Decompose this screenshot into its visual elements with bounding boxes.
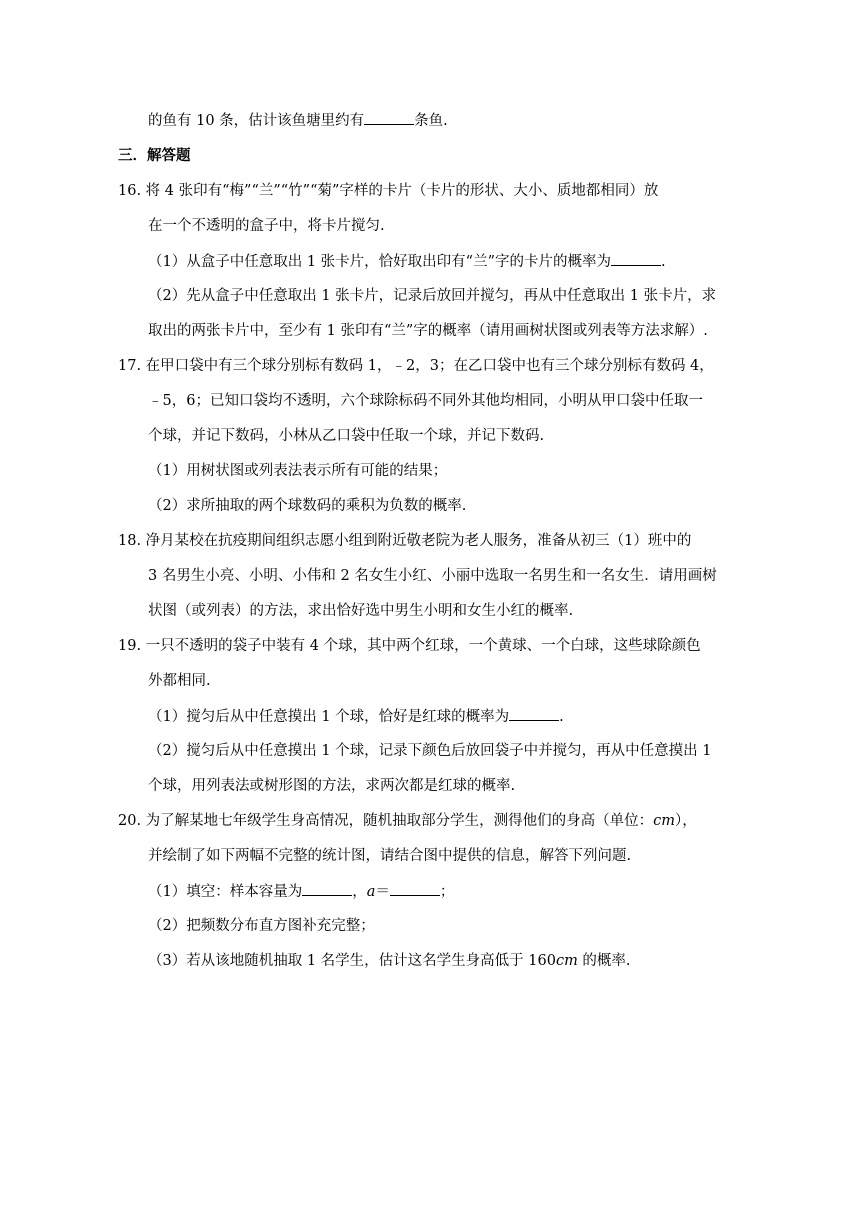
question-17-text: ﹣5，6；已知口袋均不透明，六个球除标码不同外其他均相同，小明从甲口袋中任取一 <box>148 393 703 409</box>
answer-blank <box>302 881 352 896</box>
text-line: （1）搅匀后从中任意摸出 1 个球，恰好是红球的概率为 . <box>148 706 564 727</box>
question-19-part-2: 个球，用列表法或树形图的方法，求两次都是红球的概率. <box>148 778 516 794</box>
question-17-text: 17. 在甲口袋中有三个球分别标有数码 1，﹣2，3；在乙口袋中也有三个球分别标有数码 4， <box>118 358 714 374</box>
question-16-text: 16. 将 4 张印有“梅”“兰”“竹”“菊”字样的卡片（卡片的形状、大小、质地都相同）放 <box>118 183 659 199</box>
question-16-part-2: （2）先从盒子中任意取出 1 张卡片，记录后放回并搅匀，再从中任意取出 1 张卡片，求 <box>148 288 717 304</box>
variable-a: a <box>366 884 376 900</box>
question-17-text: 个球，并记下数码，小林从乙口袋中任取一个球，并记下数码. <box>148 428 545 444</box>
question-20-part-1: （1）填空：样本容量为 ，a＝ ； <box>148 881 454 902</box>
unit-cm: cm <box>555 953 578 969</box>
question-18-text: 18. 净月某校在抗疫期间组织志愿小组到附近敬老院为老人服务，准备从初三（1）班中的 <box>118 533 692 549</box>
question-19-part-2: （2）搅匀后从中任意摸出 1 个球，记录下颜色后放回袋子中并搅匀，再从中任意摸出 1 <box>148 743 712 759</box>
question-20-part-2: （2）把频数分布直方图补充完整； <box>148 918 375 934</box>
question-17-part-2: （2）求所抽取的两个球数码的乘积为负数的概率. <box>148 498 467 514</box>
text-line: 的鱼有 10 条，估计该鱼塘里约有 条鱼. <box>148 110 448 131</box>
question-20-text: 并绘制了如下两幅不完整的统计图，请结合图中提供的信息，解答下列问题. <box>148 848 632 864</box>
question-19-text: 19. 一只不透明的袋子中装有 4 个球，其中两个红球，一个黄球、一个白球，这些球除颜色 <box>118 638 701 654</box>
question-20-part-3: （3）若从该地随机抽取 1 名学生，估计这名学生身高低于 160cm 的概率. <box>148 953 631 969</box>
section-heading: 三．解答题 <box>118 147 191 164</box>
question-20-text: 20. 为了解某地七年级学生身高情况，随机抽取部分学生，测得他们的身高（单位：cm）， <box>118 813 697 829</box>
unit-cm: cm <box>653 813 676 829</box>
question-19-text: 外都相同. <box>148 673 211 689</box>
answer-blank <box>509 706 559 721</box>
answer-blank <box>390 881 440 896</box>
answer-blank <box>611 251 661 266</box>
question-18-text: 3 名男生小亮、小明、小伟和 2 名女生小红、小丽中选取一名男生和一名女生．请用画树 <box>148 568 717 584</box>
question-17-part-1: （1）用树状图或列表法表示所有可能的结果； <box>148 463 448 479</box>
question-16-part-2: 取出的两张卡片中，至少有 1 张印有“兰”字的概率（请用画树状图或列表等方法求解）. <box>148 323 708 339</box>
question-18-text: 状图（或列表）的方法，求出恰好选中男生小明和女生小红的概率. <box>148 603 574 619</box>
text-line: （1）从盒子中任意取出 1 张卡片，恰好取出印有“兰”字的卡片的概率为 . <box>148 251 666 272</box>
question-16-text: 在一个不透明的盒子中，将卡片搅匀. <box>148 218 385 234</box>
answer-blank <box>364 110 414 125</box>
